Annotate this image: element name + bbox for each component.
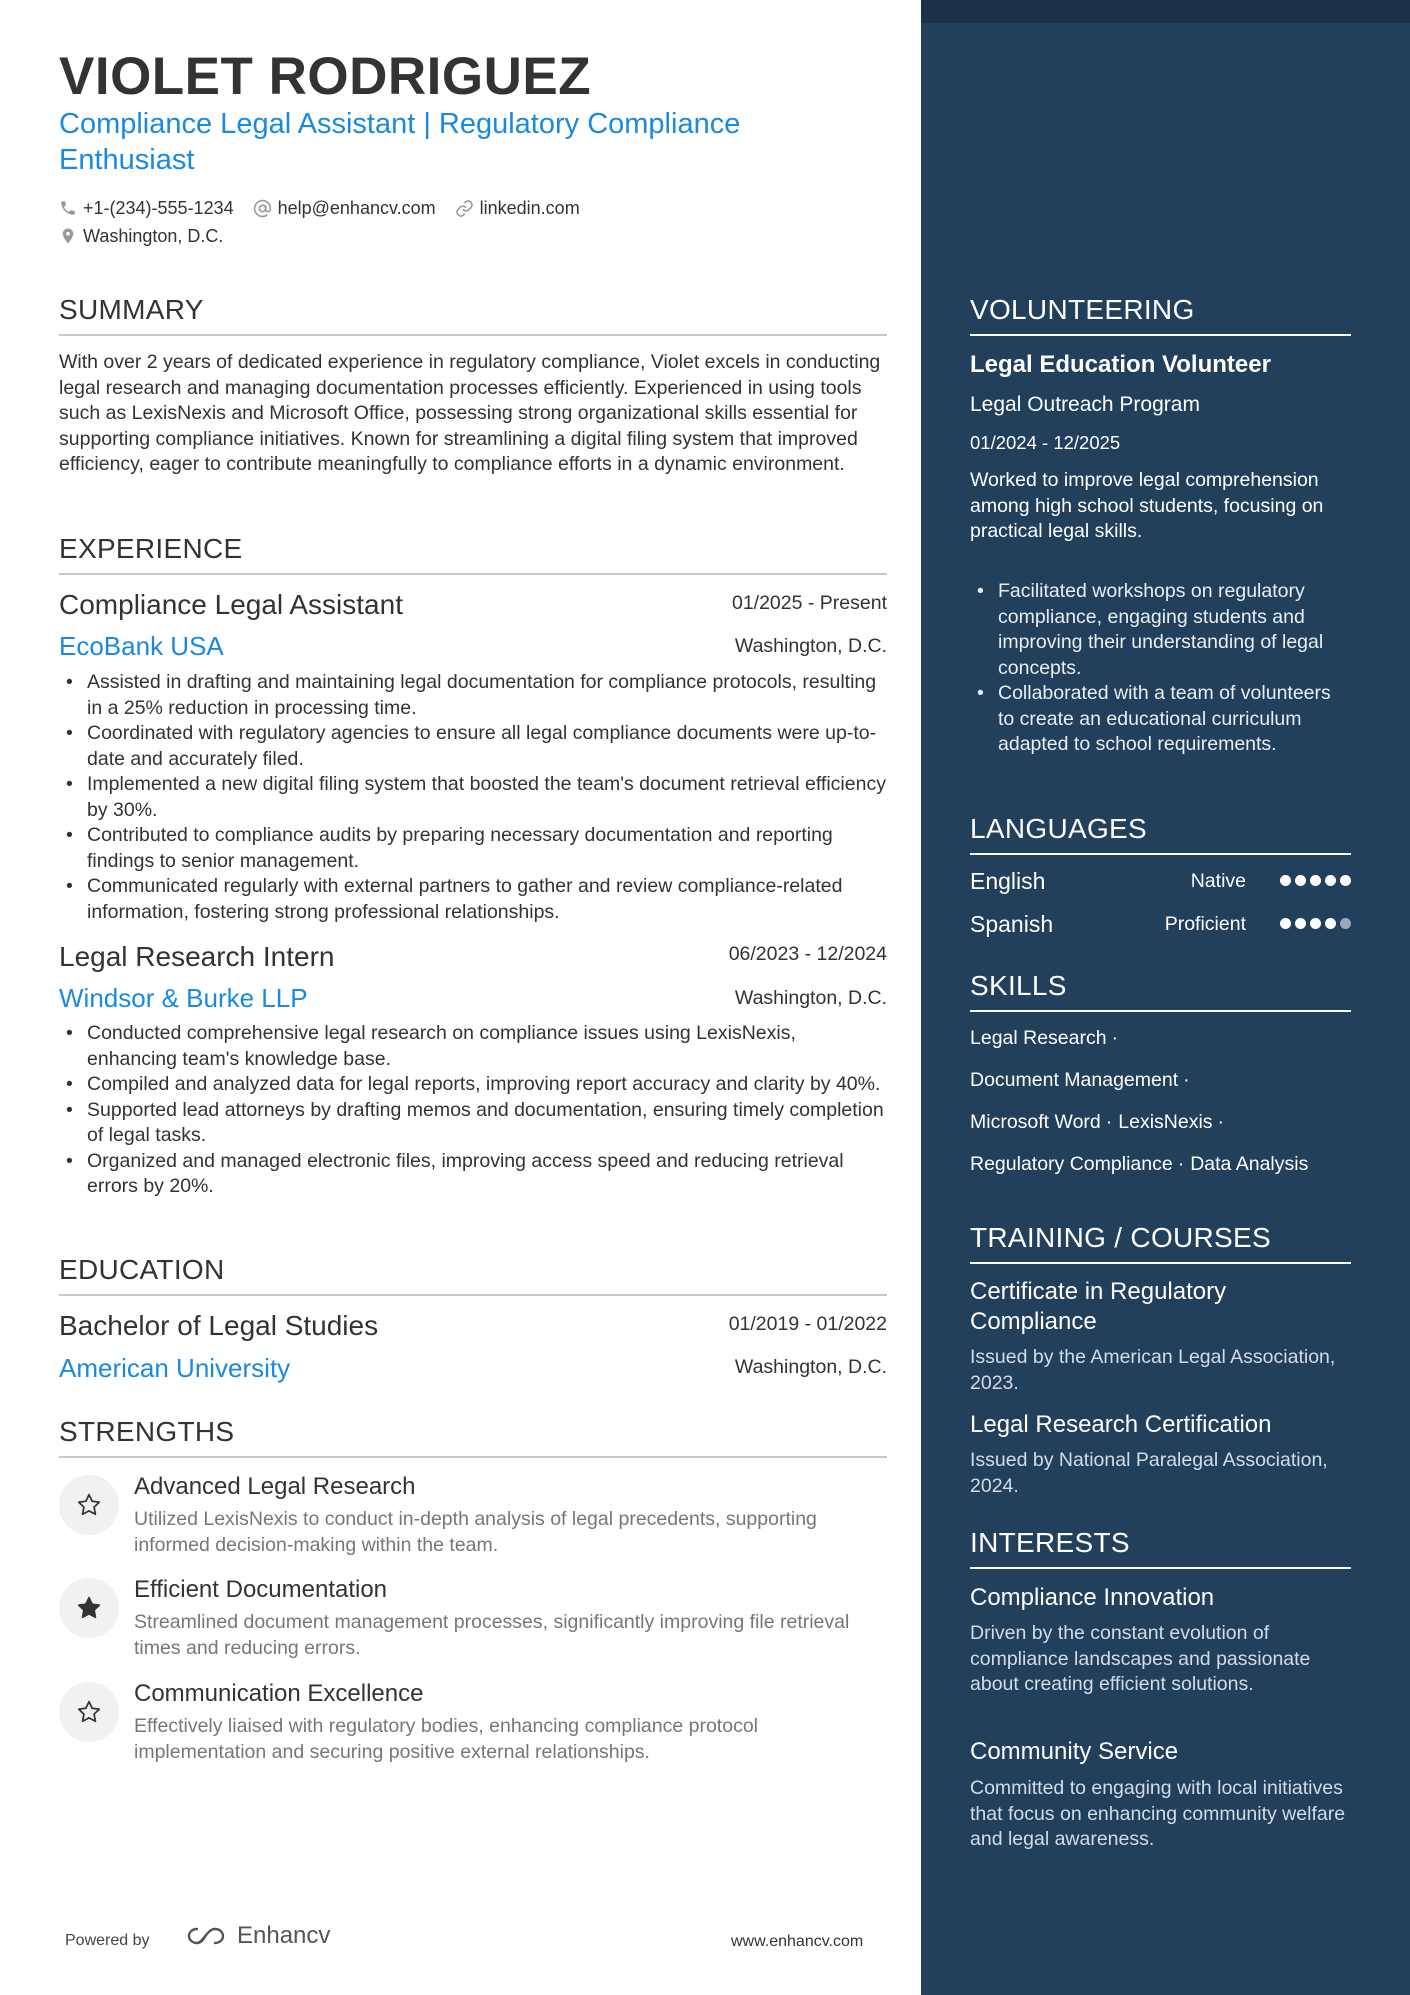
course-title: Legal Research Certification (970, 1411, 1272, 1438)
language-row (970, 911, 1351, 941)
skill-item: Document Management (970, 1069, 1179, 1091)
volunteer-dates: 01/2024 - 12/2025 (970, 432, 1121, 453)
list-item: • Communicated regularly with external partners to gather and review compliance-related information, fostering strong professional relationships. (59, 874, 887, 925)
interest-title: Compliance Innovation (970, 1584, 1215, 1611)
proficiency-dot-filled (1310, 918, 1321, 929)
volunteer-bullets (970, 579, 1351, 758)
volunteer-role: Legal Education Volunteer (970, 351, 1271, 378)
proficiency-dot-filled (1280, 875, 1291, 886)
skills-line: Legal Research · (970, 1027, 1119, 1049)
job-location: Washington, D.C. (734, 635, 887, 657)
list-item: • Assisted in drafting and maintaining legal documentation for compliance protocols, resulting in a 25% reduction in processing time. (59, 670, 887, 721)
location-pin-icon (59, 226, 77, 246)
list-item: • Compiled and analyzed data for legal reports, improving report accuracy and clarity by 40%. (59, 1072, 887, 1098)
skill-item: Microsoft Word (970, 1111, 1101, 1133)
education-location: Washington, D.C. (734, 1356, 887, 1378)
job-title: Legal Research Intern (59, 941, 335, 972)
enhancv-logo-icon (183, 1923, 231, 1949)
list-item: • Organized and managed electronic files, improving access speed and reducing retrieval errors by 20%. (59, 1149, 887, 1200)
contact-info (59, 194, 599, 250)
email-text: help@enhancv.com (277, 197, 436, 218)
enhancv-logo[interactable] (183, 1922, 330, 1950)
job-bullets (59, 670, 887, 925)
proficiency-dot-empty (1340, 918, 1351, 929)
at-sign-icon (253, 199, 272, 218)
star-filled-icon (59, 1578, 119, 1638)
interest-description: Driven by the constant evolution of compliance landscapes and passionate about creating efficient solutions. (970, 1622, 1311, 1695)
education-heading: EDUCATION (59, 1254, 887, 1296)
experience-heading: EXPERIENCE (59, 533, 887, 575)
star-outline-icon (59, 1682, 119, 1742)
list-item: • Supported lead attorneys by drafting memos and documentation, ensuring timely completion of legal tasks. (59, 1098, 887, 1149)
email-contact[interactable] (253, 198, 436, 219)
strength-description: Streamlined document management processes, significantly improving file retrieval times and reducing errors. (134, 1611, 850, 1659)
strengths-heading: STRENGTHS (59, 1416, 887, 1458)
job-location: Washington, D.C. (734, 987, 887, 1009)
linkedin-text: linkedin.com (479, 197, 580, 218)
volunteer-description: Worked to improve legal comprehension among high school students, focusing on practical legal skills. (970, 469, 1324, 542)
proficiency-dot-filled (1295, 918, 1306, 929)
interest-description: Committed to engaging with local initiatives that focus on enhancing community welfare and legal awareness. (970, 1777, 1346, 1850)
language-row (970, 868, 1351, 898)
degree-title: Bachelor of Legal Studies (59, 1310, 379, 1341)
skill-item: Regulatory Compliance (970, 1153, 1173, 1175)
course-description: Issued by National Paralegal Association, 2024. (970, 1449, 1328, 1497)
skill-item: Data Analysis (1190, 1153, 1309, 1175)
phone-text: +1-(234)-555-1234 (83, 197, 234, 218)
strength-title: Communication Excellence (134, 1680, 424, 1707)
proficiency-dot-filled (1340, 875, 1351, 886)
strength-title: Efficient Documentation (134, 1576, 388, 1603)
skills-line: Regulatory Compliance · Data Analysis (970, 1153, 1309, 1175)
interest-title: Community Service (970, 1738, 1179, 1765)
summary-text: With over 2 years of dedicated experience in regulatory compliance, Violet excels in conducting legal research and managing documentation processes efficiently. Experienced in using tools such as LexisNexis and Microsoft Office, possessing strong organizational skills essential for supporting compliance initiatives. Known for streamlining a digital filing system that improved efficiency, eager to contribute meaningfully to compliance efforts in a dynamic environment. (59, 351, 881, 475)
summary-heading: SUMMARY (59, 294, 887, 336)
proficiency-dot-filled (1295, 875, 1306, 886)
skill-item: LexisNexis (1118, 1111, 1213, 1133)
link-icon (455, 199, 474, 218)
interests-heading: INTERESTS (970, 1527, 1351, 1569)
volunteer-organization: Legal Outreach Program (970, 393, 1200, 416)
education-dates: 01/2019 - 01/2022 (728, 1313, 887, 1335)
enhancv-brand-text: Enhancv (237, 1922, 331, 1949)
powered-by-label: Powered by (65, 1932, 150, 1949)
language-name: Spanish (970, 911, 1054, 937)
skills-heading: SKILLS (970, 970, 1351, 1012)
language-level: Proficient (1164, 913, 1246, 935)
candidate-tagline: Compliance Legal Assistant | Regulatory Compliance Enthusiast (59, 108, 741, 176)
star-outline-icon (59, 1475, 119, 1535)
course-title: Certificate in Regulatory Compliance (970, 1278, 1227, 1335)
language-proficiency-dots (1276, 918, 1351, 929)
linkedin-contact[interactable] (455, 198, 580, 219)
language-proficiency-dots (1276, 875, 1351, 886)
job-title: Compliance Legal Assistant (59, 589, 403, 620)
company-name[interactable]: EcoBank USA (59, 631, 224, 661)
volunteering-heading: VOLUNTEERING (970, 294, 1351, 336)
job-bullets (59, 1021, 887, 1200)
list-item: • Conducted comprehensive legal research on compliance issues using LexisNexis, enhancing team's knowledge base. (59, 1021, 887, 1072)
skills-line: Microsoft Word · LexisNexis · (970, 1111, 1225, 1133)
location-contact (59, 226, 223, 247)
candidate-name: VIOLET RODRIGUEZ (59, 47, 592, 106)
job-dates: 01/2025 - Present (731, 592, 887, 614)
sidebar-top-bar (921, 0, 1410, 23)
list-item: • Implemented a new digital filing system that boosted the team's document retrieval efficiency by 30%. (59, 772, 887, 823)
strength-title: Advanced Legal Research (134, 1473, 416, 1500)
school-name[interactable]: American University (59, 1353, 291, 1383)
list-item: • Collaborated with a team of volunteers to create an educational curriculum adapted to school requirements. (970, 681, 1351, 758)
language-level: Native (1190, 870, 1246, 892)
course-description: Issued by the American Legal Association, 2023. (970, 1346, 1336, 1394)
phone-contact[interactable] (59, 198, 234, 219)
company-name[interactable]: Windsor & Burke LLP (59, 983, 308, 1013)
strength-description: Utilized LexisNexis to conduct in-depth analysis of legal precedents, supporting informed decision-making within the team. (134, 1508, 817, 1556)
skills-line: Document Management · (970, 1069, 1190, 1091)
list-item: • Coordinated with regulatory agencies to ensure all legal compliance documents were up-to-date and accurately filed. (59, 721, 887, 772)
proficiency-dot-filled (1325, 918, 1336, 929)
language-name: English (970, 868, 1046, 894)
training-heading: TRAINING / COURSES (970, 1222, 1351, 1264)
proficiency-dot-filled (1310, 875, 1321, 886)
skill-item: Legal Research (970, 1027, 1107, 1049)
proficiency-dot-filled (1325, 875, 1336, 886)
list-item: • Facilitated workshops on regulatory compliance, engaging students and improving their understanding of legal concepts. (970, 579, 1351, 681)
job-dates: 06/2023 - 12/2024 (728, 943, 887, 965)
strength-description: Effectively liaised with regulatory bodies, enhancing compliance protocol implementation and securing positive external relationships. (134, 1715, 758, 1763)
proficiency-dot-filled (1280, 918, 1291, 929)
footer-url[interactable]: www.enhancv.com (731, 1933, 864, 1950)
list-item: • Contributed to compliance audits by preparing necessary documentation and reporting findings to senior management. (59, 823, 887, 874)
phone-icon (59, 199, 77, 217)
location-text: Washington, D.C. (83, 225, 224, 246)
languages-heading: LANGUAGES (970, 813, 1351, 855)
